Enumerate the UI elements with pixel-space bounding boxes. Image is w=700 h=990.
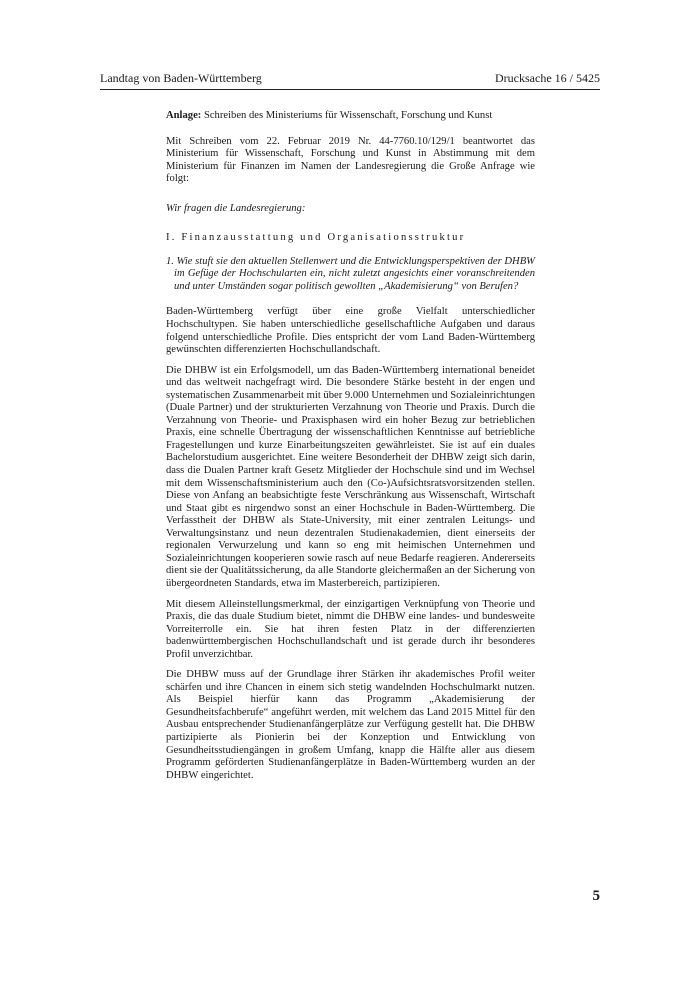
section-heading: I. Finanzausstattung und Organisationsstruktur bbox=[166, 232, 466, 244]
answer-paragraph-4: Die DHBW muss auf der Grundlage ihrer Stärken ihr akademisches Profil weiter schärfen und ihre Chancen in einem sich stetig wandelnden Hochschulmarkt nutzen. Als Beispiel hierfür kann das Programm „Akademisierung der Gesundheitsfachberufe“ angeführt werden, mit welchem das Land 2015 Mittel für den Ausbau entsprechender Studienanfängerplätze zur Verfügung gestellt hat. Die DHBW partizipierte als Pionierin bei der Konzeption und Entwicklung von Gesundheitsstudiengängen in großem Umfang, knapp die Hälfte aller aus diesem Programm geförderten Studienanfängerplätze in Baden-Württemberg wurden an der DHBW eingerichtet. bbox=[166, 669, 535, 781]
question-1: 1. Wie stuft sie den aktuellen Stellenwert und die Entwicklungsperspektiven der DHBW im Gefüge der Hochschularten ein, nicht zuletzt angesichts einer voranschreitenden und unter Umständen sogar politisch gewollten „Akademisierung“ von Berufen? bbox=[166, 255, 535, 292]
answer-paragraph-2: Die DHBW ist ein Erfolgsmodell, um das Baden-Württemberg international beneidet und das weltweit nachgefragt wird. Die besondere Stärke besteht in der engen und systematischen Zusammenarbeit mit über 9.000 Unternehmen und Sozialeinrichtungen (Duale Partner) und der strukturierten Verzahnung von Theorie und Praxis. Durch die Verzahnung von Theorie- und Praxisphasen wird ein hoher Bezug zur betrieblichen Praxis, eine schnelle Übertragung der wissenschaftlichen Kenntnisse auf betriebliche Fragestellungen und kurze Einarbeitungszeiten gewährleistet. Sie ist auf ein duales Bachelorstudium ausgerichtet. Eine weitere Besonderheit der DHBW zeigt sich darin, dass die Dualen Partner kraft Gesetz Mitglieder der Hochschule sind und im Wechsel mit dem Wissenschaftsministerium auch den (Co-)Aufsichtsratsvorsitzenden stellen. Diese von Anfang an beabsichtigte feste Verschränkung aus Wissenschaft, Wirtschaft und Staat gibt es nirgendwo sonst an einer Hochschule in Baden-Württemberg. Die Verfasstheit der DHBW als State-University, mit einer zentralen Leitungs- und Verwaltungsinstanz und neun dezentralen Studienakademien, dient einerseits der regionalen Verwurzelung und kann so eng mit heimischen Unternehmen und Sozialeinrichtungen kooperieren sowie rasch auf neue Bedarfe reagieren. Andererseits dient sie der Qualitätssicherung, da alle Standorte gleichermaßen an der Sicherung von übergeordneten Standards, etwa im Masterbereich, partizipieren. bbox=[166, 364, 535, 589]
page-header bbox=[100, 71, 600, 90]
answer-paragraph-3: Mit diesem Alleinstellungsmerkmal, der einzigartigen Verknüpfung von Theorie und Praxis, die das duale Studium bietet, nimmt die DHBW eine landes- und bundesweite Vorreiterrolle ein. Sie hat ihren festen Platz in der differenzierten badenwürttembergischen Hochschullandschaft und ist gerade durch ihr besonderes Profil unverzichtbar. bbox=[166, 598, 535, 660]
header-left: Landtag von Baden-Württemberg bbox=[100, 71, 262, 85]
ask-line: Wir fragen die Landesregierung: bbox=[166, 202, 306, 214]
intro-paragraph: Mit Schreiben vom 22. Februar 2019 Nr. 44-7760.10/129/1 beantwortet das Ministerium für Wissenschaft, Forschung und Kunst in Abstimmung mit dem Ministerium für Finanzen im Namen der Landesregierung die Große Anfrage wie folgt: bbox=[166, 135, 535, 185]
header-right: Drucksache 16 / 5425 bbox=[495, 71, 600, 85]
anlage-line bbox=[166, 110, 535, 123]
anlage-text: Schreiben des Ministeriums für Wissenschaft, Forschung und Kunst bbox=[201, 110, 493, 121]
document-body bbox=[166, 110, 535, 790]
page-number: 5 bbox=[592, 888, 600, 904]
answer-paragraph-1: Baden-Württemberg verfügt über eine große Vielfalt unterschiedlicher Hochschultypen. Sie haben unterschiedliche gesellschaftliche Aufgaben und daraus folgend unterschiedliche Profile. Dies entspricht der vom Land Baden-Württemberg gewünschten differenzierten Hochschullandschaft. bbox=[166, 306, 535, 356]
anlage-label: Anlage: bbox=[166, 110, 202, 121]
